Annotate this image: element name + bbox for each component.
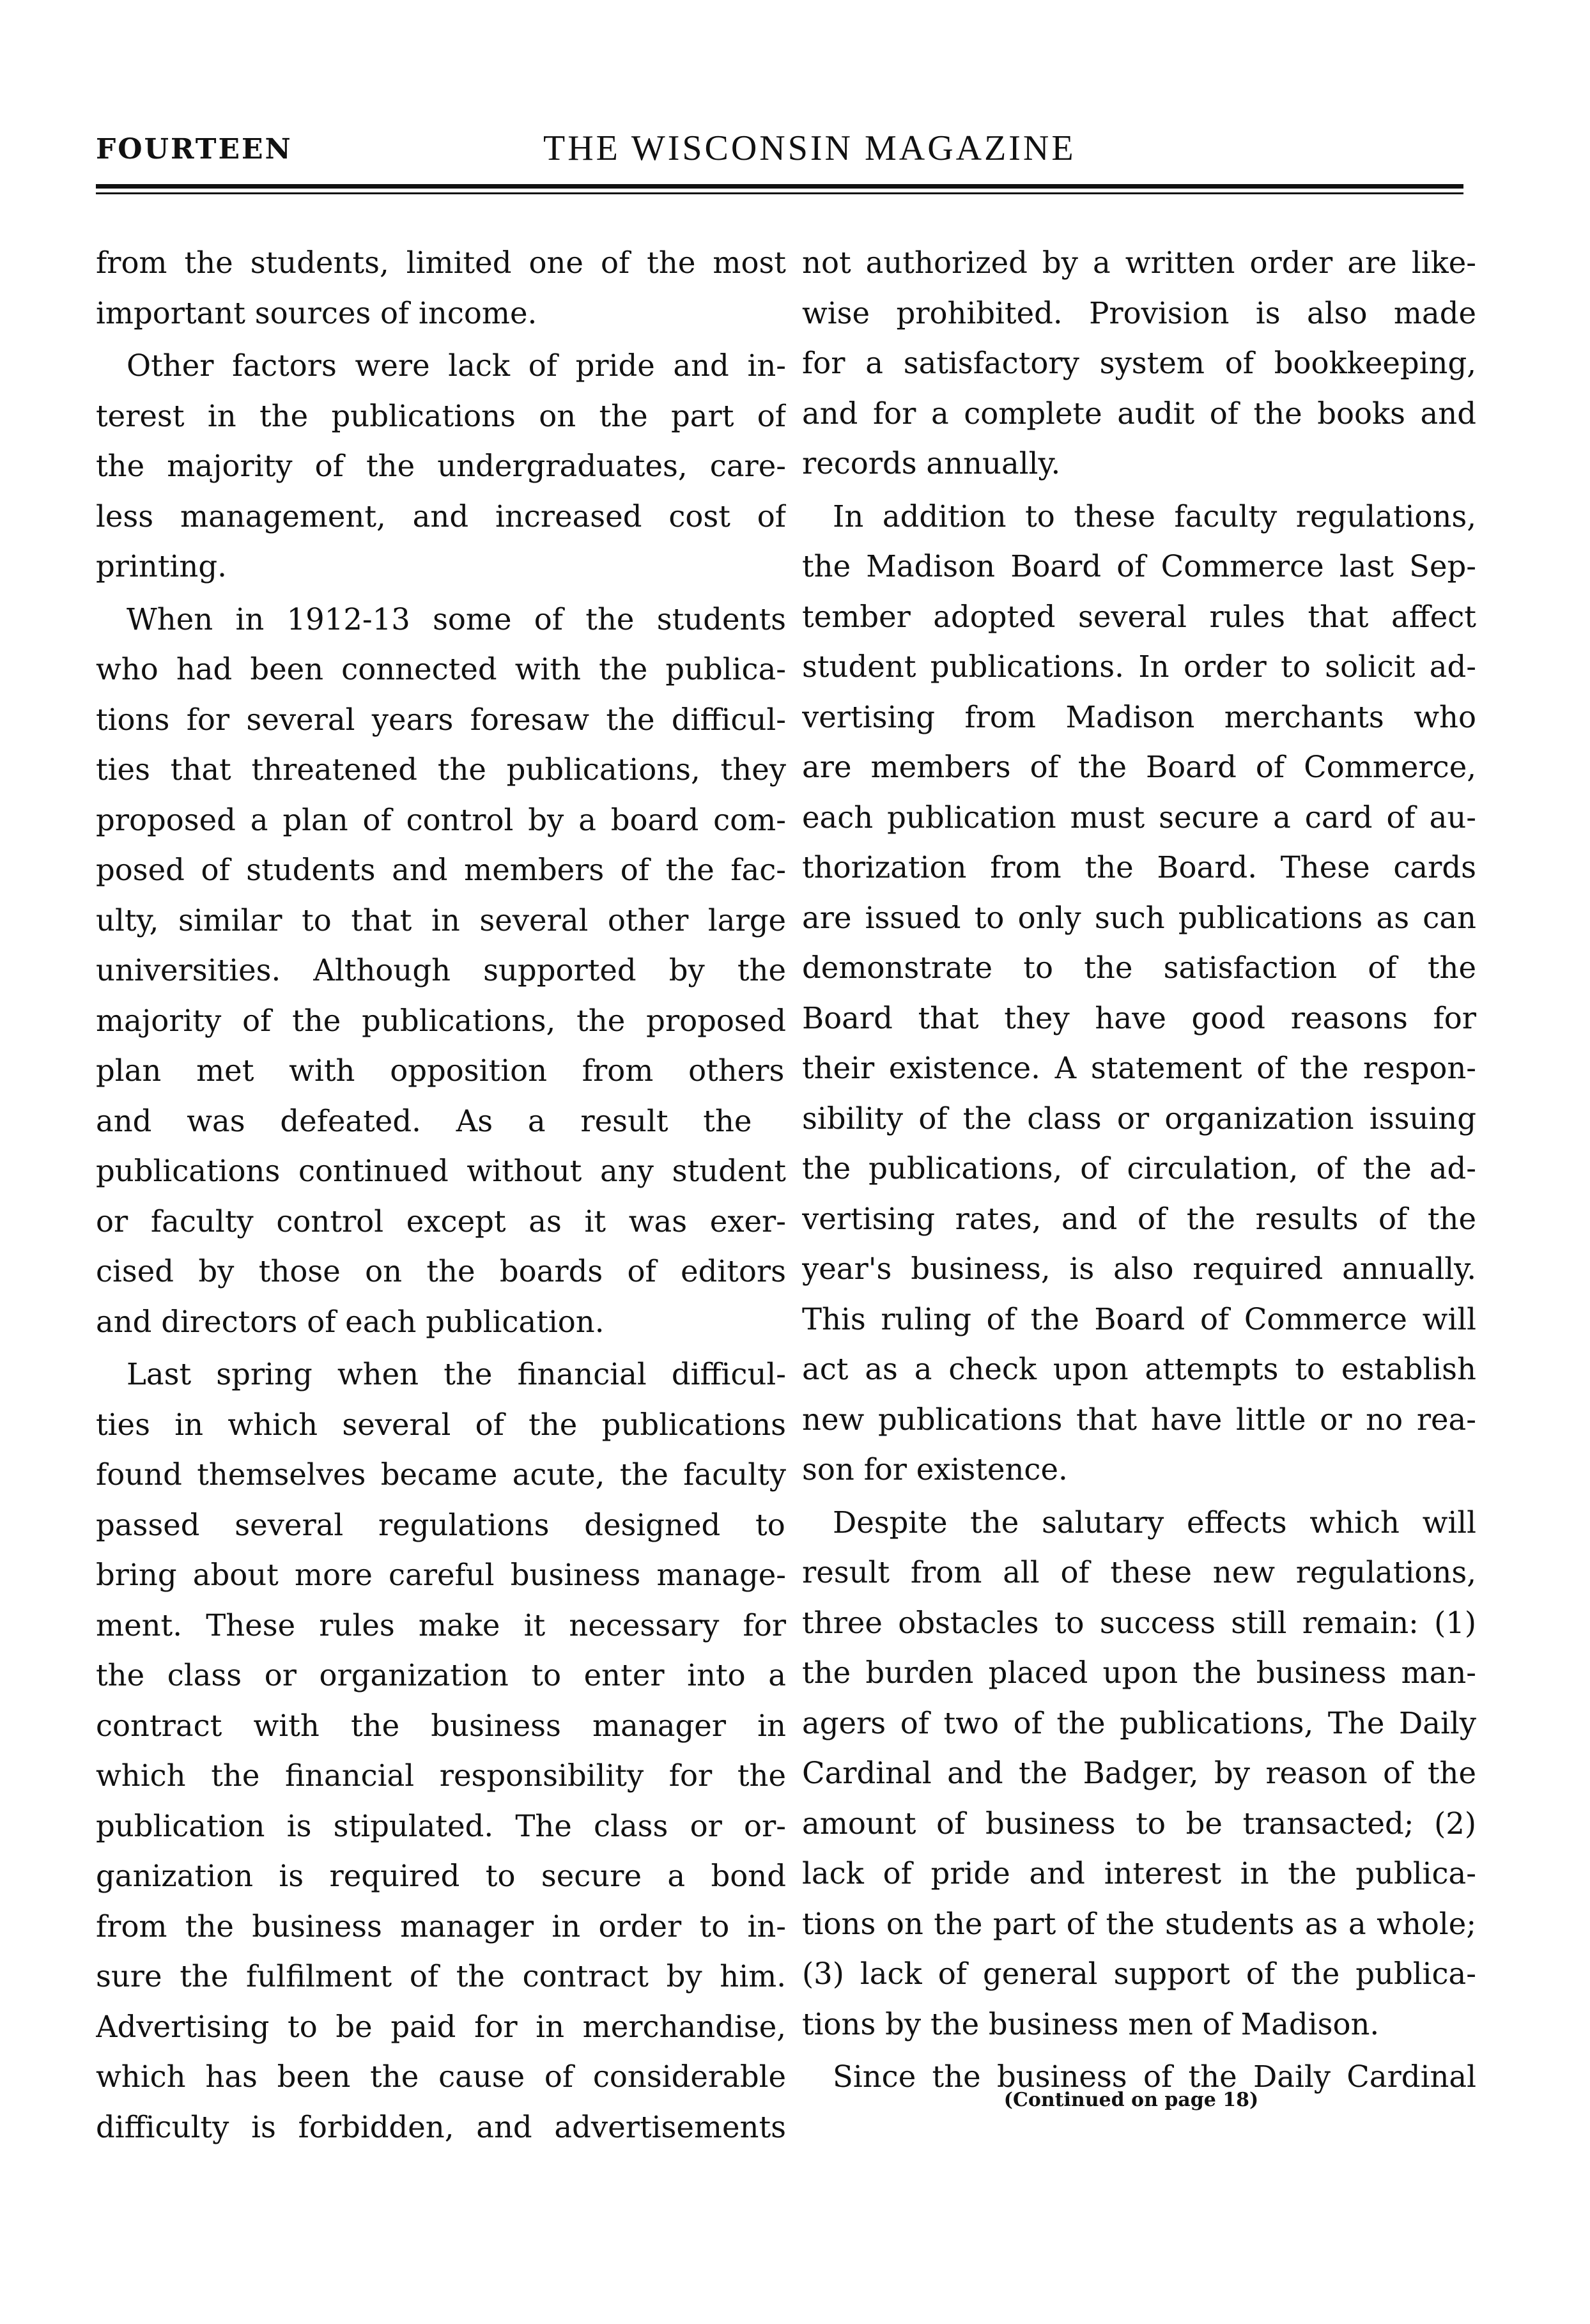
- text-line: son for existence.: [802, 1452, 1068, 1487]
- text-line: less management, and increased cost of: [96, 499, 786, 534]
- text-line: and was defeated. As a result the: [96, 1103, 752, 1138]
- text-line: publications continued without any student: [96, 1154, 786, 1188]
- text-line: majority of the publications, the proposed: [96, 1003, 786, 1038]
- text-line: When in 1912-13 some of the students: [127, 601, 786, 637]
- text-line: Despite the salutary effects which will: [833, 1505, 1476, 1540]
- text-line: are members of the Board of Commerce,: [802, 750, 1476, 784]
- text-line: terest in the publications on the part of: [96, 398, 786, 433]
- text-line: tions for several years foresaw the difficul-: [96, 702, 786, 737]
- text-line: year's business, is also required annually.: [802, 1251, 1476, 1286]
- text-line: sibility of the class or organization issuing: [802, 1101, 1476, 1136]
- text-line: ganization is required to secure a bond: [96, 1859, 786, 1893]
- page-header: [96, 128, 1463, 173]
- text-line: publication is stipulated. The class or or-: [96, 1808, 786, 1843]
- text-line: for a satisfactory system of bookkeeping,: [802, 346, 1476, 380]
- text-line: sure the fulfilment of the contract by him.: [96, 1959, 786, 1994]
- text-line: records annually.: [802, 446, 1061, 481]
- text-line: found themselves became acute, the faculty: [96, 1457, 786, 1492]
- header-rule-thin: [96, 192, 1463, 194]
- text-line: contract with the business manager in: [96, 1708, 786, 1743]
- text-line: ulty, similar to that in several other large: [96, 902, 786, 938]
- text-line: plan met with opposition from others: [96, 1053, 785, 1088]
- text-line: the publications, of circulation, of the ad-: [802, 1151, 1476, 1186]
- text-line: not authorized by a written order are like-: [802, 245, 1476, 280]
- text-line: ties in which several of the publications: [96, 1407, 786, 1442]
- text-line: which has been the cause of considerable: [96, 2059, 786, 2094]
- text-line: the majority of the undergraduates, care-: [96, 449, 786, 483]
- text-line: In addition to these faculty regulations,: [833, 499, 1476, 534]
- text-line: agers of two of the publications, The Daily: [802, 1705, 1476, 1740]
- text-line: lack of pride and interest in the publica-: [802, 1856, 1476, 1891]
- text-line: ties that threatened the publications, they: [96, 752, 786, 787]
- text-line: and directors of each publication.: [96, 1304, 605, 1339]
- text-line: universities. Although supported by the: [96, 953, 786, 988]
- text-line: the Madison Board of Commerce last Sep-: [802, 549, 1476, 584]
- text-line: passed several regulations designed to: [96, 1507, 785, 1542]
- magazine-title: THE WISCONSIN MAGAZINE: [543, 128, 1076, 168]
- text-line: which the financial responsibility for the: [96, 1758, 786, 1793]
- text-line: cised by those on the boards of editors: [96, 1254, 786, 1289]
- text-line: from the students, limited one of the most: [96, 245, 786, 280]
- right-text-column: [802, 238, 1476, 2102]
- text-line: three obstacles to success still remain: (1): [802, 1605, 1476, 1640]
- left-text-column: [96, 238, 786, 2152]
- text-line: Last spring when the financial difficul-: [127, 1357, 786, 1391]
- text-line: important sources of income.: [96, 295, 537, 330]
- text-line: tember adopted several rules that affect: [802, 599, 1476, 634]
- text-line: amount of business to be transacted; (2): [802, 1806, 1476, 1841]
- continuation-note: (Continued on page 18): [1003, 2089, 1259, 2111]
- text-line: Advertising to be paid for in merchandise,: [96, 2009, 786, 2044]
- text-line: vertising from Madison merchants who: [802, 699, 1476, 734]
- text-line: difficulty is forbidden, and advertisements: [96, 2109, 786, 2144]
- text-line: demonstrate to the satisfaction of the: [802, 950, 1476, 985]
- page-number-label: FOURTEEN: [96, 133, 293, 166]
- text-line: from the business manager in order to in-: [96, 1909, 786, 1944]
- text-line: This ruling of the Board of Commerce will: [802, 1301, 1476, 1336]
- text-line: Other factors were lack of pride and in-: [127, 348, 786, 383]
- text-line: result from all of these new regulations,: [802, 1555, 1476, 1590]
- text-line: bring about more careful business manage-: [96, 1558, 786, 1592]
- text-line: the burden placed upon the business man-: [802, 1655, 1476, 1690]
- text-line: new publications that have little or no rea-: [802, 1402, 1476, 1437]
- text-line: posed of students and members of the fac-: [96, 853, 786, 887]
- text-line: wise prohibited. Provision is also made: [802, 295, 1476, 330]
- text-line: or faculty control except as it was exer-: [96, 1204, 786, 1239]
- text-line: tions on the part of the students as a whole;: [802, 1906, 1476, 1941]
- text-line: Since the business of the Daily Cardinal: [833, 2059, 1476, 2094]
- text-line: student publications. In order to solicit ad-: [802, 649, 1476, 684]
- text-line: printing.: [96, 549, 227, 584]
- text-line: (3) lack of general support of the publica-: [802, 1956, 1476, 1991]
- text-line: are issued to only such publications as can: [802, 900, 1476, 935]
- text-line: their existence. A statement of the respon-: [802, 1051, 1476, 1085]
- text-line: ment. These rules make it necessary for: [96, 1607, 786, 1643]
- text-line: and for a complete audit of the books and: [802, 396, 1476, 431]
- text-line: the class or organization to enter into a: [96, 1658, 786, 1693]
- text-line: who had been connected with the publica-: [96, 652, 786, 686]
- text-line: Board that they have good reasons for: [802, 1000, 1476, 1035]
- text-line: proposed a plan of control by a board com-: [96, 802, 786, 837]
- header-rule-thick: [96, 184, 1463, 189]
- text-line: Cardinal and the Badger, by reason of the: [802, 1756, 1476, 1790]
- text-line: thorization from the Board. These cards: [802, 850, 1476, 885]
- text-line: tions by the business men of Madison.: [802, 2006, 1380, 2041]
- text-line: vertising rates, and of the results of the: [802, 1201, 1476, 1236]
- text-line: each publication must secure a card of au-: [802, 800, 1476, 835]
- text-line: act as a check upon attempts to establish: [802, 1352, 1476, 1386]
